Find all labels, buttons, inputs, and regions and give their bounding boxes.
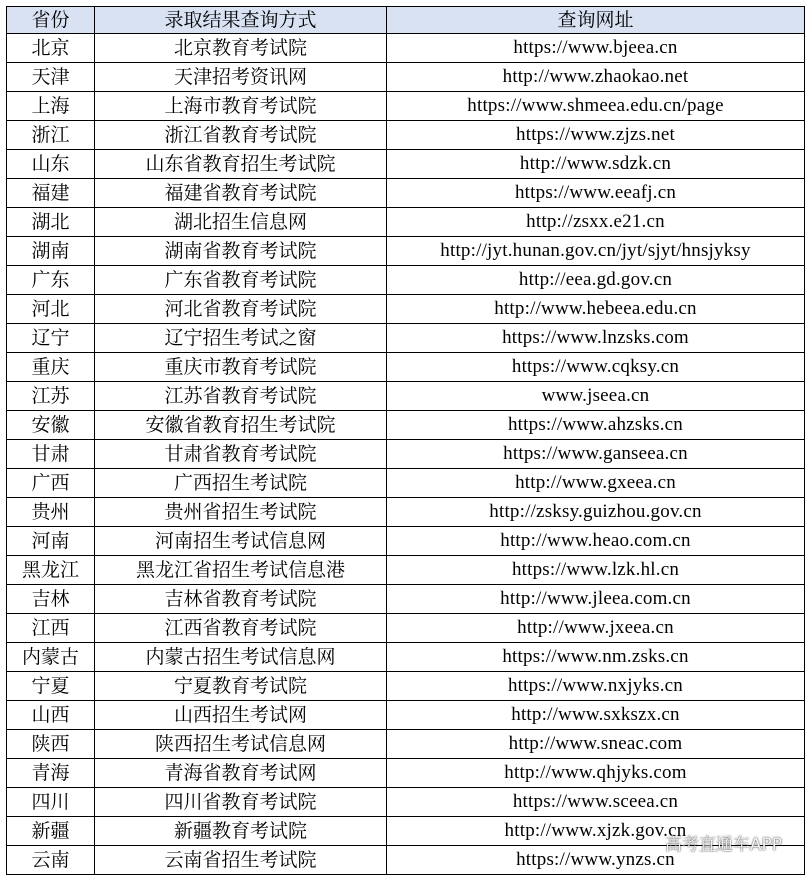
province-cell: 北京 bbox=[7, 34, 95, 63]
url-cell: http://www.xjzk.gov.cn bbox=[387, 817, 805, 846]
table-row bbox=[7, 643, 805, 672]
table-row bbox=[7, 411, 805, 440]
province-cell: 贵州 bbox=[7, 498, 95, 527]
url-cell: https://www.eeafj.cn bbox=[387, 179, 805, 208]
table-row bbox=[7, 382, 805, 411]
province-cell: 四川 bbox=[7, 788, 95, 817]
method-cell: 山东省教育招生考试院 bbox=[95, 150, 387, 179]
province-cell: 天津 bbox=[7, 63, 95, 92]
url-cell: https://www.nm.zsks.cn bbox=[387, 643, 805, 672]
province-cell: 山西 bbox=[7, 701, 95, 730]
table-row bbox=[7, 527, 805, 556]
table-row bbox=[7, 556, 805, 585]
province-cell: 广西 bbox=[7, 469, 95, 498]
method-cell: 宁夏教育考试院 bbox=[95, 672, 387, 701]
header-province: 省份 bbox=[7, 7, 95, 34]
url-cell: http://www.sneac.com bbox=[387, 730, 805, 759]
url-cell: http://zsksy.guizhou.gov.cn bbox=[387, 498, 805, 527]
table-row bbox=[7, 179, 805, 208]
url-cell: http://www.hebeea.edu.cn bbox=[387, 295, 805, 324]
province-cell: 云南 bbox=[7, 846, 95, 875]
method-cell: 广东省教育考试院 bbox=[95, 266, 387, 295]
table-row bbox=[7, 121, 805, 150]
table-row bbox=[7, 63, 805, 92]
table-row bbox=[7, 237, 805, 266]
method-cell: 内蒙古招生考试信息网 bbox=[95, 643, 387, 672]
province-cell: 黑龙江 bbox=[7, 556, 95, 585]
header-method: 录取结果查询方式 bbox=[95, 7, 387, 34]
url-cell: http://www.sdzk.cn bbox=[387, 150, 805, 179]
admission-query-table bbox=[6, 6, 805, 875]
table-row bbox=[7, 817, 805, 846]
method-cell: 重庆市教育考试院 bbox=[95, 353, 387, 382]
method-cell: 贵州省招生考试院 bbox=[95, 498, 387, 527]
url-cell: https://www.zjzs.net bbox=[387, 121, 805, 150]
method-cell: 湖南省教育考试院 bbox=[95, 237, 387, 266]
method-cell: 江西省教育考试院 bbox=[95, 614, 387, 643]
url-cell: https://www.lnzsks.com bbox=[387, 324, 805, 353]
table-row bbox=[7, 34, 805, 63]
url-cell: http://www.sxkszx.cn bbox=[387, 701, 805, 730]
table-row bbox=[7, 469, 805, 498]
table-row bbox=[7, 440, 805, 469]
url-cell: http://www.qhjyks.com bbox=[387, 759, 805, 788]
table-row bbox=[7, 614, 805, 643]
province-cell: 湖南 bbox=[7, 237, 95, 266]
province-cell: 重庆 bbox=[7, 353, 95, 382]
url-cell: https://www.shmeea.edu.cn/page bbox=[387, 92, 805, 121]
table-row bbox=[7, 295, 805, 324]
province-cell: 河北 bbox=[7, 295, 95, 324]
method-cell: 黑龙江省招生考试信息港 bbox=[95, 556, 387, 585]
province-cell: 内蒙古 bbox=[7, 643, 95, 672]
table-row bbox=[7, 324, 805, 353]
method-cell: 湖北招生信息网 bbox=[95, 208, 387, 237]
url-cell: https://www.ganseea.cn bbox=[387, 440, 805, 469]
method-cell: 浙江省教育考试院 bbox=[95, 121, 387, 150]
province-cell: 宁夏 bbox=[7, 672, 95, 701]
province-cell: 浙江 bbox=[7, 121, 95, 150]
table-row bbox=[7, 759, 805, 788]
header-url: 查询网址 bbox=[387, 7, 805, 34]
method-cell: 云南省招生考试院 bbox=[95, 846, 387, 875]
province-cell: 上海 bbox=[7, 92, 95, 121]
method-cell: 北京教育考试院 bbox=[95, 34, 387, 63]
url-cell: https://www.ynzs.cn bbox=[387, 846, 805, 875]
url-cell: http://www.jxeea.cn bbox=[387, 614, 805, 643]
method-cell: 山西招生考试网 bbox=[95, 701, 387, 730]
url-cell: https://www.ahzsks.cn bbox=[387, 411, 805, 440]
table-row bbox=[7, 498, 805, 527]
method-cell: 陕西招生考试信息网 bbox=[95, 730, 387, 759]
url-cell: http://www.zhaokao.net bbox=[387, 63, 805, 92]
table-row bbox=[7, 788, 805, 817]
url-cell: http://zsxx.e21.cn bbox=[387, 208, 805, 237]
method-cell: 辽宁招生考试之窗 bbox=[95, 324, 387, 353]
province-cell: 河南 bbox=[7, 527, 95, 556]
province-cell: 吉林 bbox=[7, 585, 95, 614]
table-row bbox=[7, 730, 805, 759]
method-cell: 青海省教育考试网 bbox=[95, 759, 387, 788]
method-cell: 上海市教育考试院 bbox=[95, 92, 387, 121]
header-row bbox=[7, 7, 805, 34]
province-cell: 陕西 bbox=[7, 730, 95, 759]
method-cell: 新疆教育考试院 bbox=[95, 817, 387, 846]
url-cell: http://eea.gd.gov.cn bbox=[387, 266, 805, 295]
url-cell: http://www.heao.com.cn bbox=[387, 527, 805, 556]
watermark-text: 高考直通车APP bbox=[664, 835, 782, 855]
province-cell: 广东 bbox=[7, 266, 95, 295]
province-cell: 湖北 bbox=[7, 208, 95, 237]
method-cell: 安徽省教育招生考试院 bbox=[95, 411, 387, 440]
table-row bbox=[7, 266, 805, 295]
method-cell: 江苏省教育考试院 bbox=[95, 382, 387, 411]
province-cell: 安徽 bbox=[7, 411, 95, 440]
url-cell: https://www.cqksy.cn bbox=[387, 353, 805, 382]
method-cell: 河北省教育考试院 bbox=[95, 295, 387, 324]
province-cell: 青海 bbox=[7, 759, 95, 788]
url-cell: https://www.nxjyks.cn bbox=[387, 672, 805, 701]
url-cell: http://www.jleea.com.cn bbox=[387, 585, 805, 614]
method-cell: 广西招生考试院 bbox=[95, 469, 387, 498]
method-cell: 四川省教育考试院 bbox=[95, 788, 387, 817]
method-cell: 吉林省教育考试院 bbox=[95, 585, 387, 614]
method-cell: 福建省教育考试院 bbox=[95, 179, 387, 208]
province-cell: 江苏 bbox=[7, 382, 95, 411]
table-row bbox=[7, 701, 805, 730]
province-cell: 江西 bbox=[7, 614, 95, 643]
table-row bbox=[7, 353, 805, 382]
province-cell: 新疆 bbox=[7, 817, 95, 846]
method-cell: 甘肃省教育考试院 bbox=[95, 440, 387, 469]
url-cell: https://www.lzk.hl.cn bbox=[387, 556, 805, 585]
table-row bbox=[7, 92, 805, 121]
table-row bbox=[7, 846, 805, 875]
method-cell: 河南招生考试信息网 bbox=[95, 527, 387, 556]
url-cell: www.jseea.cn bbox=[387, 382, 805, 411]
province-cell: 甘肃 bbox=[7, 440, 95, 469]
method-cell: 天津招考资讯网 bbox=[95, 63, 387, 92]
url-cell: https://www.bjeea.cn bbox=[387, 34, 805, 63]
province-cell: 辽宁 bbox=[7, 324, 95, 353]
url-cell: http://jyt.hunan.gov.cn/jyt/sjyt/hnsjyksy bbox=[387, 237, 805, 266]
table-row bbox=[7, 672, 805, 701]
table-row bbox=[7, 150, 805, 179]
url-cell: https://www.sceea.cn bbox=[387, 788, 805, 817]
url-cell: http://www.gxeea.cn bbox=[387, 469, 805, 498]
province-cell: 山东 bbox=[7, 150, 95, 179]
province-cell: 福建 bbox=[7, 179, 95, 208]
table-row bbox=[7, 585, 805, 614]
table-row bbox=[7, 208, 805, 237]
